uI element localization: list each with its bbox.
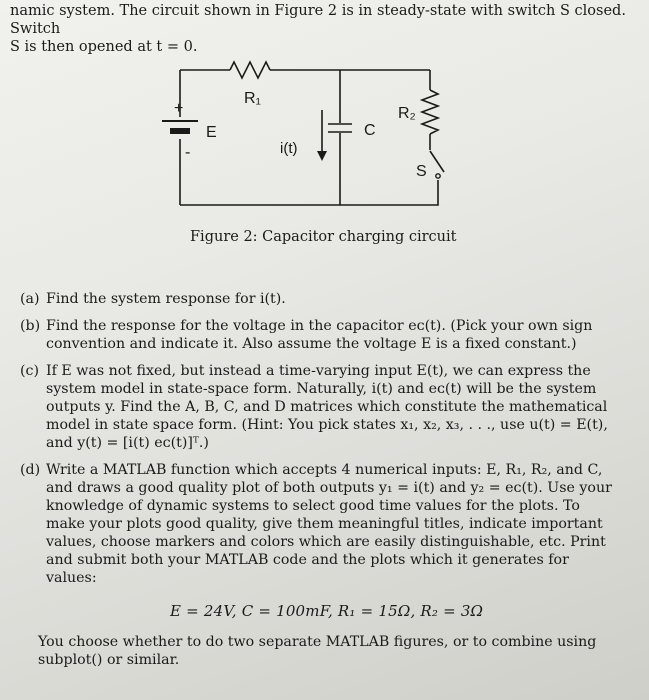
switch-contact bbox=[436, 174, 440, 178]
figure-caption: Figure 2: Capacitor charging circuit bbox=[190, 229, 457, 245]
label-minus: - bbox=[185, 144, 191, 161]
label-s: S bbox=[416, 163, 427, 180]
intro-text bbox=[10, 2, 635, 56]
label-plus: + bbox=[174, 100, 184, 117]
part-text: Find the system response for i(t). bbox=[46, 291, 286, 307]
part-text: Find the response for the voltage in the capacitor eᴄ(t). (Pick your own sign convention and indicate it. Also assume the voltage E is a fixed constant.) bbox=[46, 318, 593, 352]
label-i: i(t) bbox=[280, 140, 298, 157]
label-e: E bbox=[206, 124, 217, 141]
part-d bbox=[20, 461, 620, 587]
label-r2: R₂ bbox=[398, 105, 416, 122]
label-c: C bbox=[364, 122, 376, 139]
closing-text: You choose whether to do two separate MATLAB figures, or to combine using subplot() or similar. bbox=[38, 634, 597, 668]
part-b bbox=[20, 317, 620, 353]
part-text: Write a MATLAB function which accepts 4 numerical inputs: E, R₁, R₂, and C, and draws a good quality plot of both outputs y₁ = i(t) and y₂ = eᴄ(t). Use your knowledge of dynamic systems to select good time values for the plots. To make your plots good quality, give them meaningful titles, indicate important values, choose markers and colors which are easily distinguishable, etc. Print and submit both your MATLAB code and the plots which it generates for values: bbox=[46, 462, 612, 586]
part-label: (c) bbox=[20, 363, 40, 379]
values-equation: E = 24V, C = 100mF, R₁ = 15Ω, R₂ = 3Ω bbox=[170, 602, 484, 620]
label-r1: R₁ bbox=[244, 90, 261, 107]
part-label: (a) bbox=[20, 291, 40, 307]
resistor-r1 bbox=[230, 62, 270, 78]
current-arrow-head bbox=[317, 151, 327, 161]
question-parts bbox=[20, 290, 620, 596]
part-c bbox=[20, 362, 620, 452]
intro-line-2: S is then opened at t = 0. bbox=[10, 39, 198, 55]
intro-line-1: namic system. The circuit shown in Figure 2 is in steady-state with switch S closed. Switch bbox=[10, 3, 626, 37]
switch-blade bbox=[430, 151, 444, 172]
part-label: (b) bbox=[20, 318, 41, 334]
wire-switch-bottom bbox=[430, 180, 438, 205]
part-label: (d) bbox=[20, 462, 41, 478]
part-text: If E was not fixed, but instead a time-varying input E(t), we can express the system model in state-space form. Naturally, i(t) and eᴄ(t) will be the system outputs y. Find the A, B, C, and D matrices which constitute the mathematical model in state space form. (Hint: You pick states x₁, x₂, x₃, . . ., use u(t) = E(t), and y(t) = [i(t) eᴄ(t)]ᵀ.) bbox=[46, 363, 608, 451]
part-a bbox=[20, 290, 620, 308]
resistor-r2 bbox=[422, 90, 438, 134]
circuit-diagram bbox=[150, 55, 470, 225]
